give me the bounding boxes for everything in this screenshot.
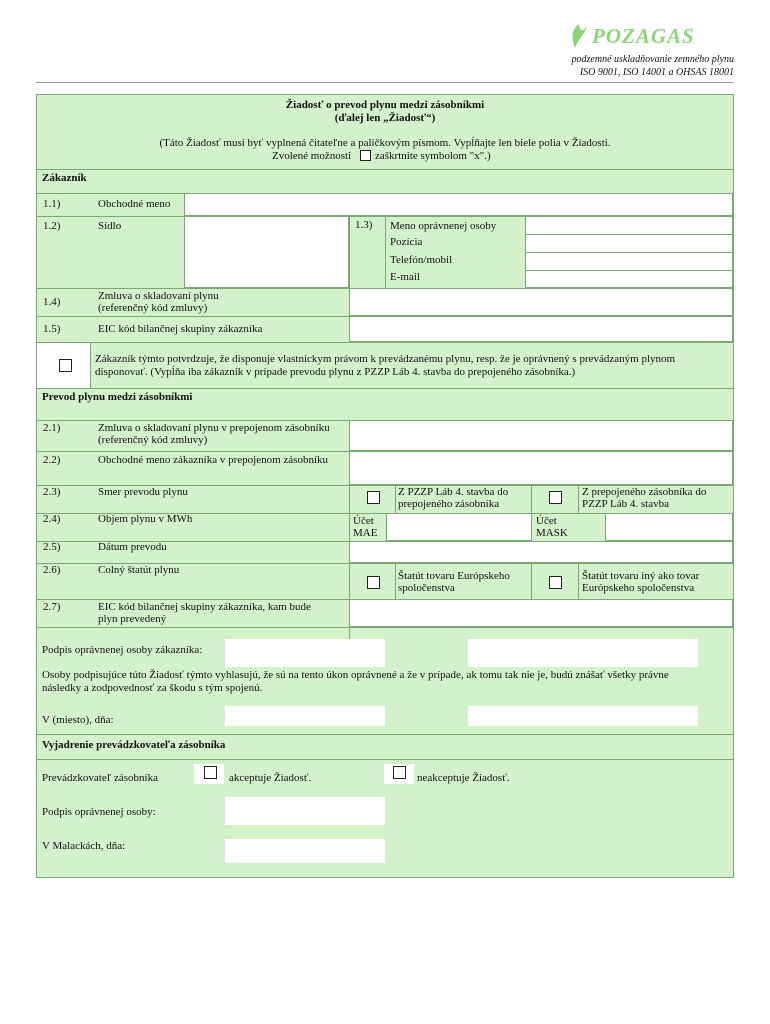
row-2-6-number: 2.6) [43,564,61,576]
account-mask-label-1: Účet [536,515,557,527]
form-note-2a: Zvolené možnosti [272,150,352,162]
connected-storage-contract-field[interactable] [349,420,733,451]
header-divider [36,82,734,83]
place-date-label: V (miesto), dňa: [42,714,114,726]
row-1-4-label-2: (referenčný kód zmluvy) [98,302,208,314]
position-field[interactable] [525,234,733,253]
row-2-6-label: Colný štatút plynu [98,564,180,576]
row-1-2-label: Sídlo [98,220,122,232]
account-mae-field[interactable] [386,513,532,541]
row-2-3-label: Smer prevodu plynu [98,486,188,498]
eic-code-field[interactable] [349,316,733,342]
form-subtitle: (ďalej len „Žiadosť“) [334,112,436,124]
operator-signature-field[interactable] [225,797,385,825]
section-customer-heading: Zákazník [42,172,87,184]
row-2-1-label-1: Zmluva o skladovaní plynu v prepojenom zásobníku [98,422,330,434]
row-1-4-number: 1.4) [43,296,61,308]
direction-option-1-line-2: prepojeného zásobníka [398,498,500,510]
customs-status-non-eu-line-1: Štatút tovaru iný ako tovar [582,570,700,582]
customer-signature-field-2[interactable] [468,639,698,667]
email-field[interactable] [525,270,733,288]
direction-to-connected-checkbox[interactable] [367,491,380,504]
form-note-1: (Táto Žiadosť musí byť vyplnená čitateľne a paličkovým písmom. Vypĺňajte len biele polia v Žiadosti. [159,137,611,149]
direction-option-2-line-2: PZZP Láb 4. stavba [582,498,669,510]
tagline-line-2: ISO 9001, ISO 14001 a OHSAS 18001 [579,67,734,78]
account-mask-label-2: MASK [536,527,568,539]
company-logo [568,22,738,52]
direction-option-1-line-1: Z PZZP Láb 4. stavba do [398,486,509,498]
reject-checkbox[interactable] [393,766,406,779]
form-note-2b: zaškrtnite symbolom "x".) [375,150,491,162]
customer-signature-field-1[interactable] [225,639,385,667]
row-1-1-number: 1.1) [43,198,61,210]
row-2-2-number: 2.2) [43,454,61,466]
row-2-7-label-1: EIC kód bilančnej skupiny zákazníka, kam bude [98,601,311,613]
logo-text: POZAGAS [592,24,695,48]
row-1-3-number: 1.3) [355,219,373,231]
row-2-5-label: Dátum prevodu [98,541,167,553]
ownership-confirm-checkbox[interactable] [59,359,72,372]
declaration-text-1: Osoby podpisujúce túto Žiadosť týmto vyhlasujú, že sú na tento úkon oprávnené a že v prípade, ak tomu tak nie je, budú znášať všetky právne [42,669,669,681]
row-1-2-number: 1.2) [43,220,61,232]
row-2-4-number: 2.4) [43,513,61,525]
transfer-date-field[interactable] [349,541,733,563]
logo-icon [568,23,590,49]
authorized-person-name-field[interactable] [525,216,733,235]
row-2-1-label-2: (referenčný kód zmluvy) [98,434,208,446]
place-date-field-2[interactable] [468,706,698,726]
application-form [36,94,734,878]
row-2-2-label: Obchodné meno zákazníka v prepojenom zásobníku [98,454,329,466]
tagline-line-1: podzemné uskladňovanie zemného plynu [571,54,734,65]
address-field[interactable] [184,216,349,288]
accept-label: akceptuje Žiadosť. [229,772,312,784]
direction-from-connected-checkbox[interactable] [549,491,562,504]
customs-status-eu-checkbox[interactable] [367,576,380,589]
section-transfer-heading: Prevod plynu medzi zásobníkmi [42,391,193,403]
ownership-confirm-text-2: disponovať. (Vypĺňa iba zákazník v prípade prevodu plynu z PZZP Láb 4. stavba do prepojeného zásobníka.) [95,366,576,378]
row-2-7-label-2: plyn prevedený [98,613,167,625]
row-1-1-label: Obchodné meno [98,198,171,210]
row-2-1-number: 2.1) [43,422,61,434]
customs-status-eu-line-1: Štatút tovaru Európskeho [398,570,510,582]
form-title: Žiadosť o prevod plynu medzi zásobníkmi [285,99,485,111]
place-date-field-1[interactable] [225,706,385,726]
declaration-text-2: následky a zodpovednosť za škodu s tým spojenú. [42,682,263,694]
account-mae-label-1: Účet [353,515,374,527]
section-operator-heading: Vyjadrenie prevádzkovateľa zásobníka [42,739,226,751]
authorized-person-name-label: Meno oprávnenej osoby [390,220,497,232]
example-checkbox-icon [360,150,371,161]
account-mae-label-2: MAE [353,527,378,539]
phone-field[interactable] [525,252,733,271]
operator-signature-label: Podpis oprávnenej osoby: [42,806,156,818]
target-eic-code-field[interactable] [349,599,733,627]
accept-checkbox[interactable] [204,766,217,779]
row-1-5-number: 1.5) [43,323,61,335]
operator-label: Prevádzkovateľ zásobníka [42,772,158,784]
row-2-5-number: 2.5) [43,541,61,553]
position-label: Pozícia [390,236,423,248]
operator-place-date-label: V Malackách, dňa: [42,840,126,852]
connected-customer-name-field[interactable] [349,451,733,485]
row-2-4-label: Objem plynu v MWh [98,513,193,525]
row-2-7-number: 2.7) [43,601,61,613]
customer-signature-label: Podpis oprávnenej osoby zákazníka: [42,644,203,656]
reject-label: neakceptuje Žiadosť. [417,772,510,784]
storage-contract-code-field[interactable] [349,288,733,316]
phone-label: Telefón/mobil [390,254,453,266]
email-label: E-mail [390,271,420,283]
trade-name-field[interactable] [184,193,733,216]
customs-status-non-eu-checkbox[interactable] [549,576,562,589]
row-1-5-label: EIC kód bilančnej skupiny zákazníka [98,323,263,335]
account-mask-field[interactable] [605,513,733,541]
operator-place-date-field[interactable] [225,839,385,863]
ownership-confirm-text-1: Zákazník týmto potvrdzuje, že disponuje vlastníckym právom k prevádzanému plynu, resp. že je oprávnený s prevádzaným plynom [95,353,676,365]
row-1-4-label-1: Zmluva o skladovaní plynu [98,290,219,302]
customs-status-non-eu-line-2: Európskeho spoločenstva [582,582,695,594]
customs-status-eu-line-2: spoločenstva [398,582,455,594]
row-2-3-number: 2.3) [43,486,61,498]
direction-option-2-line-1: Z prepojeného zásobníka do [582,486,707,498]
